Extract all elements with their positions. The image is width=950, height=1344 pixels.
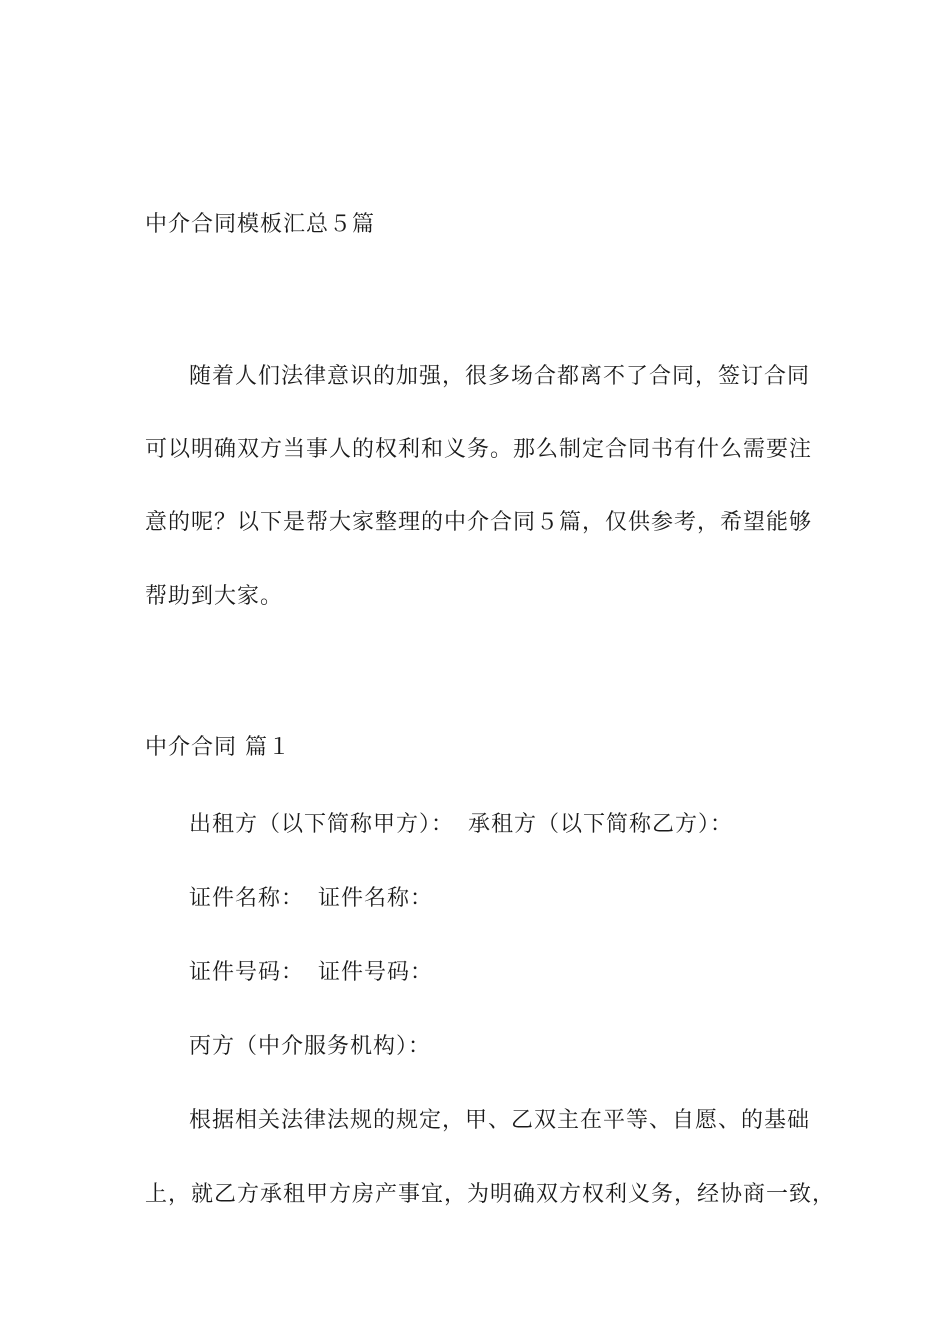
id-name-label-b: 证件名称：	[318, 886, 434, 911]
id-name-line	[189, 884, 433, 914]
body-line-1: 根据相关法律法规的规定，甲、乙双主在平等、自愿、的基础	[189, 1108, 811, 1133]
intro-line-3: 意的呢？以下是帮大家整理的中介合同５篇，仅供参考，希望能够	[145, 510, 813, 535]
id-number-label-a: 证件号码：	[189, 960, 305, 985]
id-name-label-a: 证件名称：	[189, 886, 305, 911]
lessee-label: 承租方（以下简称乙方）：	[468, 812, 734, 837]
section-heading: 中介合同 篇１	[145, 735, 291, 760]
intro-line-4: 帮助到大家。	[145, 584, 284, 609]
party-line	[189, 810, 733, 840]
id-number-line	[189, 958, 433, 988]
lessor-label: 出租方（以下简称甲方）：	[189, 812, 455, 837]
intro-line-2: 可以明确双方当事人的权利和义务。那么制定合同书有什么需要注	[145, 437, 813, 462]
agency-label: 丙方（中介服务机构）：	[189, 1034, 432, 1059]
body-line-2: 上，就乙方承租甲方房产事宜，为明确双方权利义务，经协商一致，	[145, 1182, 836, 1207]
intro-line-1: 随着人们法律意识的加强，很多场合都离不了合同，签订合同	[189, 364, 811, 389]
document-title: 中介合同模板汇总５篇	[145, 212, 376, 237]
id-number-label-b: 证件号码：	[318, 960, 434, 985]
